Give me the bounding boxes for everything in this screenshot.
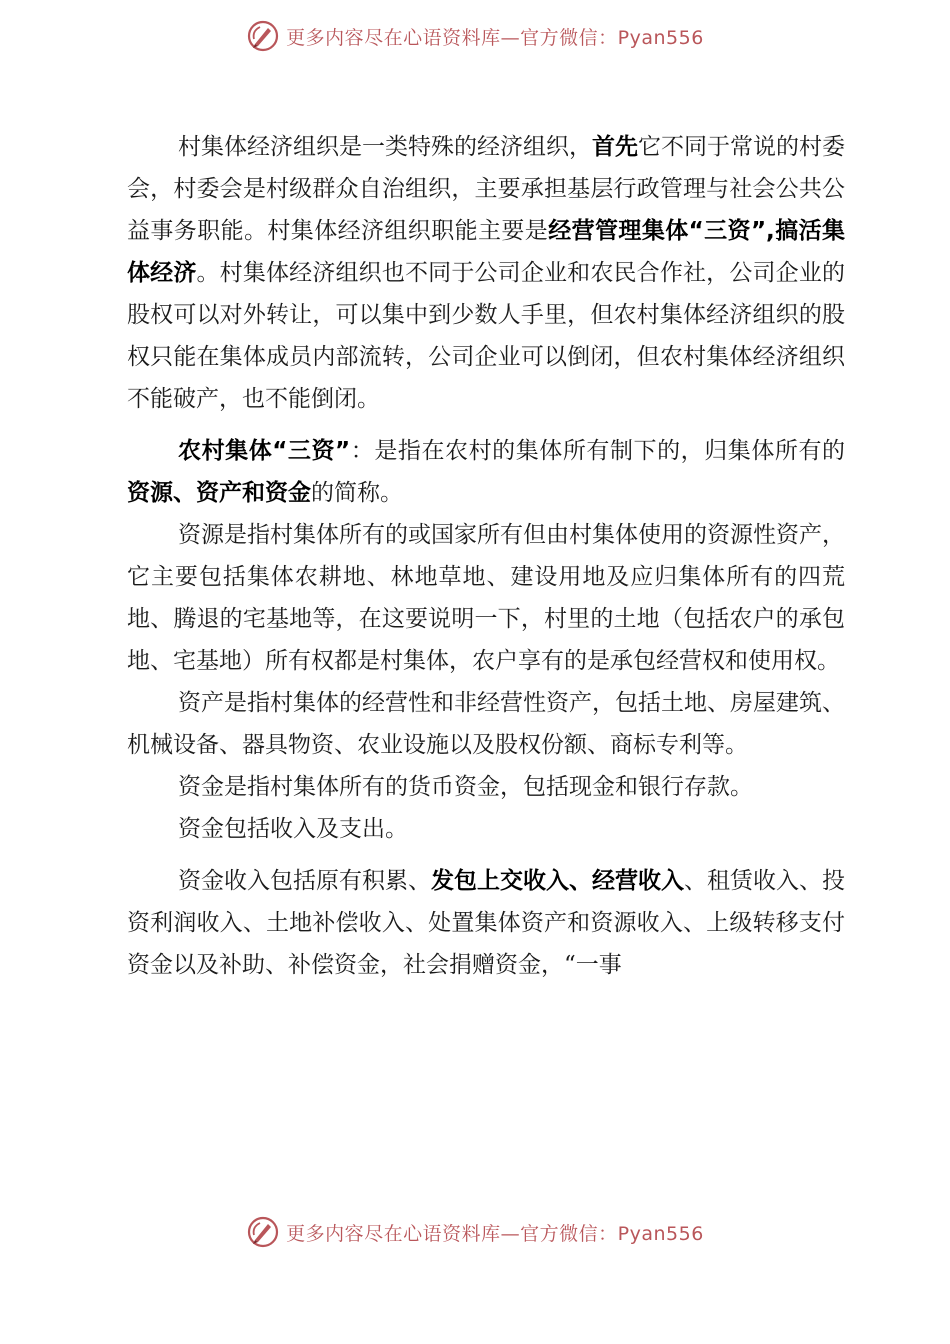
wechat-id: Pyan556 — [617, 26, 704, 49]
paragraph-collective-organization: 村集体经济组织是一类特殊的经济组织，首先它不同于常说的村委会，村委会是村级群众自治组织，主要承担基层行政管理与社会公共公益事务职能。村集体经济组织职能主要是经营管理集体“三资”,搞活集体经济。村集体经济组织也不同于公司企业和农民合作社，公司企业的股权可以对外转让，可以集中到少数人手里，但农村集体经济组织的股权只能在集体成员内部流转，公司企业可以倒闭，但农村集体经济组织不能破产，也不能倒闭。 — [127, 134, 845, 412]
pen-quill-logo-icon — [246, 1215, 280, 1249]
paragraph-three-assets-definition: 农村集体“三资”：是指在农村的集体所有制下的，归集体所有的资源、资产和资金的简称。 — [127, 438, 846, 506]
paragraph-funds: 资金是指村集体所有的货币资金，包括现金和银行存款。 — [178, 774, 753, 800]
document-body — [127, 126, 845, 986]
wechat-id: Pyan556 — [617, 1222, 704, 1245]
header-banner — [0, 16, 950, 56]
paragraph-funds-includes: 资金包括收入及支出。 — [178, 816, 408, 842]
bold-text: 资源、资产和资金 — [127, 480, 311, 506]
paragraph-assets: 资产是指村集体的经营性和非经营性资产，包括土地、房屋建筑、机械设备、器具物资、农业设施以及股权份额、商标专利等。 — [127, 690, 845, 758]
paragraph-resources: 资源是指村集体所有的或国家所有但由村集体使用的资源性资产，它主要包括集体农耕地、林地草地、建设用地及应归集体所有的四荒地、腾退的宅基地等，在这要说明一下，村里的土地（包括农户的承包地、宅基地）所有权都是村集体，农户享有的是承包经营权和使用权。 — [127, 522, 845, 674]
banner-text: 更多内容尽在心语资料库—官方微信：Pyan556 — [286, 26, 704, 49]
bold-text: 发包上交收入、经营收入 — [431, 868, 684, 894]
footer-banner — [0, 1212, 950, 1252]
banner-text: 更多内容尽在心语资料库—官方微信：Pyan556 — [286, 1222, 704, 1245]
bold-text: 农村集体“三资” — [178, 438, 351, 464]
bold-text: 首先 — [592, 134, 638, 160]
paragraph-funds-income: 资金收入包括原有积累、发包上交收入、经营收入、租赁收入、投资利润收入、土地补偿收入、处置集体资产和资源收入、上级转移支付资金以及补助、补偿资金，社会捐赠资金，“一事 — [127, 868, 845, 978]
pen-quill-logo-icon — [246, 19, 280, 53]
bold-text: 经营管理集体“三资”,搞活集体经济 — [127, 218, 845, 286]
